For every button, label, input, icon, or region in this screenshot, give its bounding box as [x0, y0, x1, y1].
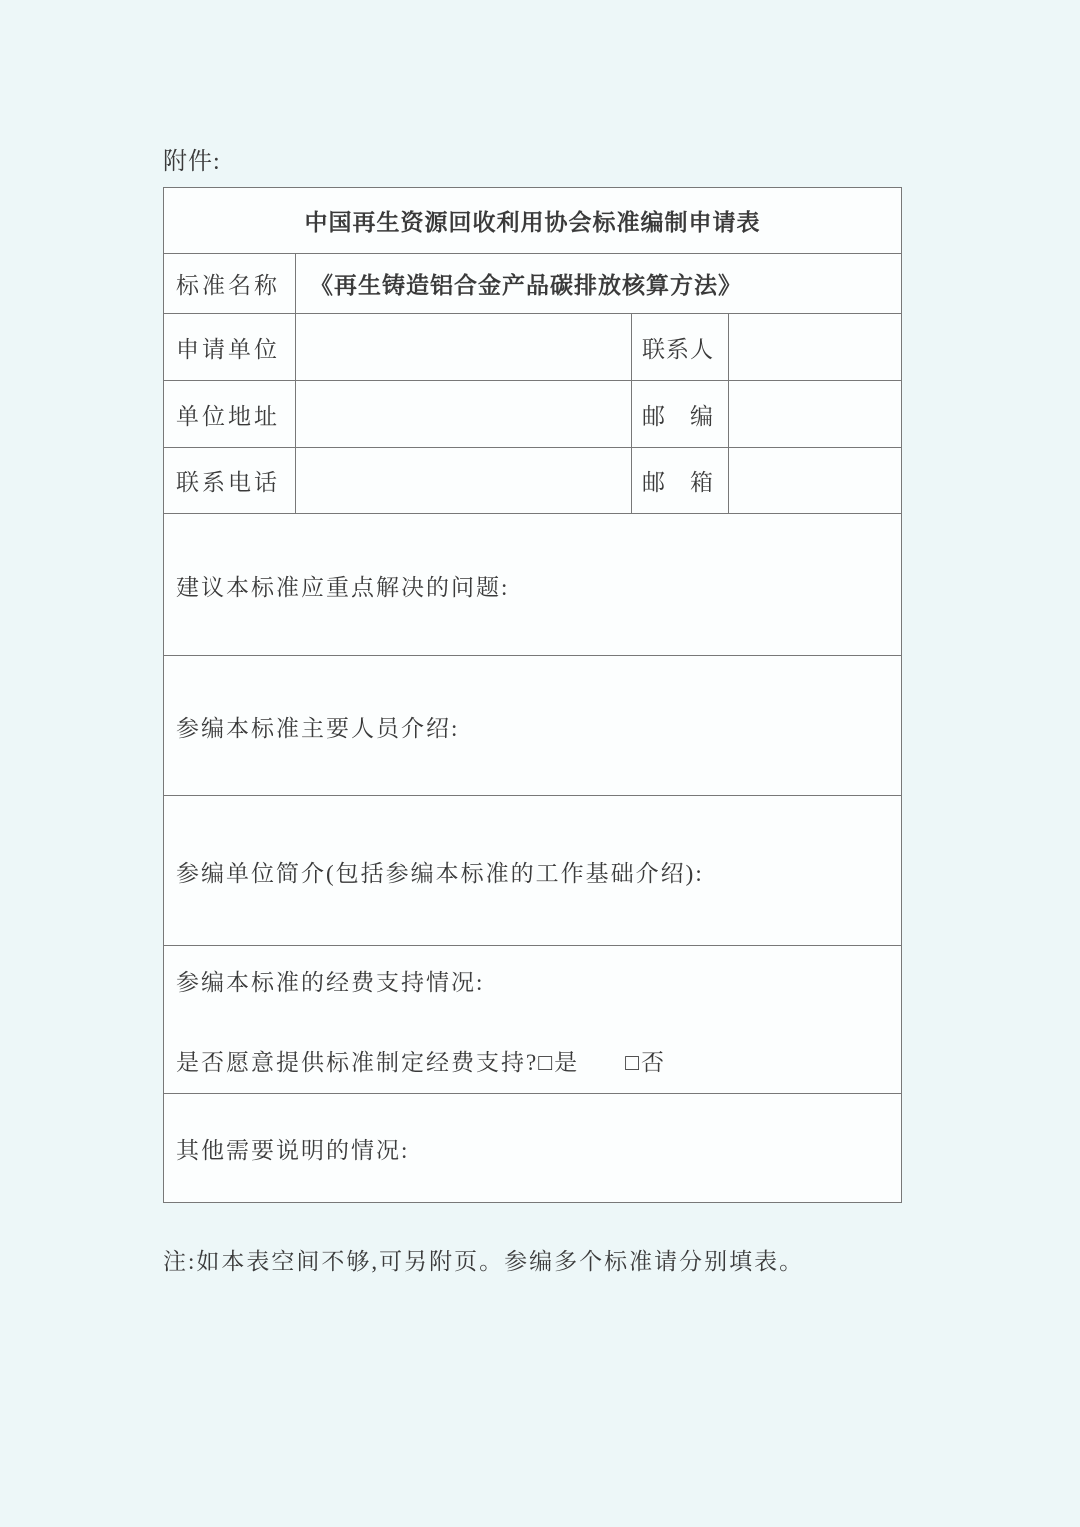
phone-row	[164, 448, 902, 514]
postal-code-value-cell	[729, 381, 902, 448]
postal-code-label: 邮 编	[632, 381, 729, 448]
phone-label: 联系电话	[164, 448, 296, 514]
applicant-org-value-cell	[296, 314, 632, 381]
funding-section	[164, 946, 902, 1094]
org-intro-section	[164, 796, 902, 946]
org-address-label: 单位地址	[164, 381, 296, 448]
funding-question-line	[176, 1047, 889, 1079]
attachment-label: 附件:	[163, 149, 221, 175]
applicant-org-row	[164, 314, 902, 381]
email-label: 邮 箱	[632, 448, 729, 514]
funding-label: 参编本标准的经费支持情况:	[176, 969, 485, 995]
personnel-row	[164, 656, 902, 796]
key-issues-label: 建议本标准应重点解决的问题:	[176, 574, 510, 600]
funding-yes-checkbox: □是	[538, 1049, 580, 1075]
key-issues-section	[164, 514, 902, 656]
phone-value-cell	[296, 448, 632, 514]
email-value-cell	[729, 448, 902, 514]
key-issues-row	[164, 514, 902, 656]
personnel-section	[164, 656, 902, 796]
applicant-org-label: 申请单位	[164, 314, 296, 381]
personnel-label: 参编本标准主要人员介绍:	[176, 715, 460, 741]
funding-row	[164, 946, 902, 1094]
funding-question: 是否愿意提供标准制定经费支持?	[176, 1049, 539, 1075]
other-notes-label: 其他需要说明的情况:	[176, 1138, 410, 1163]
org-address-row	[164, 381, 902, 448]
standard-name-row	[164, 254, 902, 314]
footnote: 注:如本表空间不够,可另附页。参编多个标准请分别填表。	[163, 1249, 805, 1274]
application-form-table	[163, 187, 902, 1203]
standard-name-label: 标准名称	[164, 254, 296, 314]
other-notes-row	[164, 1094, 902, 1203]
contact-person-value-cell	[729, 314, 902, 381]
org-address-value-cell	[296, 381, 632, 448]
title-row	[164, 188, 902, 254]
funding-no-checkbox: □否	[625, 1049, 667, 1075]
other-notes-section	[164, 1094, 902, 1203]
org-intro-label: 参编单位简介(包括参编本标准的工作基础介绍):	[176, 860, 704, 886]
standard-name-value: 《再生铸造铝合金产品碳排放核算方法》	[296, 254, 902, 314]
form-title: 中国再生资源回收利用协会标准编制申请表	[164, 188, 902, 254]
org-intro-row	[164, 796, 902, 946]
contact-person-label: 联系人	[632, 314, 729, 381]
